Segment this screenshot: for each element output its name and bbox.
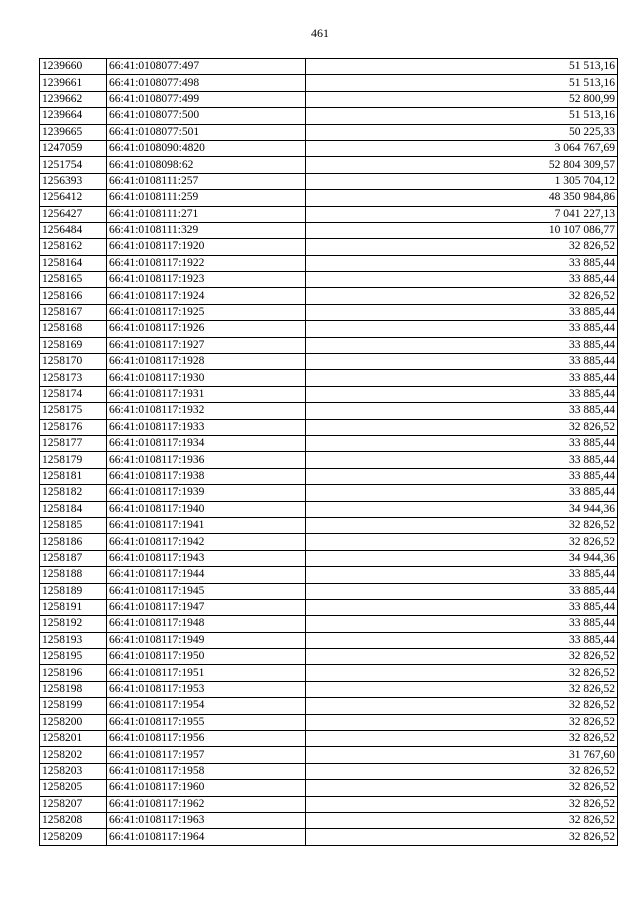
- row-id-cell: 1258193: [40, 632, 107, 648]
- row-id-cell: 1256412: [40, 190, 107, 206]
- cadastral-value-cell: 32 826,52: [306, 714, 618, 730]
- cadastral-value-cell: 33 885,44: [306, 354, 618, 370]
- cadastral-number-cell: 66:41:0108117:1964: [107, 829, 306, 845]
- row-id-cell: 1258181: [40, 468, 107, 484]
- row-id-cell: 1258199: [40, 698, 107, 714]
- table-row: [40, 354, 618, 370]
- cadastral-value-cell: 51 513,16: [306, 108, 618, 124]
- table-row: [40, 731, 618, 747]
- row-id-cell: 1258164: [40, 255, 107, 271]
- cadastral-value-cell: 48 350 984,86: [306, 190, 618, 206]
- cadastral-value-cell: 31 767,60: [306, 747, 618, 763]
- cadastral-number-cell: 66:41:0108077:498: [107, 75, 306, 91]
- cadastral-number-cell: 66:41:0108117:1943: [107, 550, 306, 566]
- table-row: [40, 681, 618, 697]
- cadastral-number-cell: 66:41:0108117:1954: [107, 698, 306, 714]
- row-id-cell: 1239665: [40, 124, 107, 140]
- cadastral-value-cell: 32 826,52: [306, 731, 618, 747]
- cadastral-number-cell: 66:41:0108117:1932: [107, 403, 306, 419]
- table-row: [40, 698, 618, 714]
- table-row: [40, 649, 618, 665]
- cadastral-number-cell: 66:41:0108117:1924: [107, 288, 306, 304]
- cadastral-value-cell: 33 885,44: [306, 567, 618, 583]
- table-row: [40, 812, 618, 828]
- table-row: [40, 288, 618, 304]
- table-row: [40, 435, 618, 451]
- row-id-cell: 1239661: [40, 75, 107, 91]
- table-row: [40, 567, 618, 583]
- row-id-cell: 1258165: [40, 272, 107, 288]
- registry-table: [39, 58, 618, 846]
- row-id-cell: 1258201: [40, 731, 107, 747]
- row-id-cell: 1239660: [40, 59, 107, 75]
- table-row: [40, 108, 618, 124]
- table-row: [40, 616, 618, 632]
- row-id-cell: 1251754: [40, 157, 107, 173]
- cadastral-number-cell: 66:41:0108117:1933: [107, 419, 306, 435]
- table-row: [40, 550, 618, 566]
- row-id-cell: 1258203: [40, 763, 107, 779]
- cadastral-value-cell: 32 826,52: [306, 517, 618, 533]
- cadastral-number-cell: 66:41:0108117:1928: [107, 354, 306, 370]
- cadastral-number-cell: 66:41:0108077:501: [107, 124, 306, 140]
- cadastral-number-cell: 66:41:0108117:1934: [107, 435, 306, 451]
- table-row: [40, 419, 618, 435]
- row-id-cell: 1258195: [40, 649, 107, 665]
- row-id-cell: 1258205: [40, 780, 107, 796]
- cadastral-number-cell: 66:41:0108077:500: [107, 108, 306, 124]
- cadastral-number-cell: 66:41:0108117:1957: [107, 747, 306, 763]
- cadastral-number-cell: 66:41:0108117:1938: [107, 468, 306, 484]
- table-row: [40, 190, 618, 206]
- row-id-cell: 1258187: [40, 550, 107, 566]
- cadastral-value-cell: 33 885,44: [306, 255, 618, 271]
- cadastral-value-cell: 33 885,44: [306, 435, 618, 451]
- table-row: [40, 665, 618, 681]
- cadastral-number-cell: 66:41:0108077:499: [107, 91, 306, 107]
- row-id-cell: 1258174: [40, 386, 107, 402]
- cadastral-value-cell: 34 944,36: [306, 501, 618, 517]
- table-row: [40, 222, 618, 238]
- cadastral-number-cell: 66:41:0108117:1945: [107, 583, 306, 599]
- table-row: [40, 75, 618, 91]
- cadastral-number-cell: 66:41:0108077:497: [107, 59, 306, 75]
- cadastral-value-cell: 33 885,44: [306, 599, 618, 615]
- cadastral-value-cell: 32 826,52: [306, 780, 618, 796]
- cadastral-value-cell: 33 885,44: [306, 337, 618, 353]
- row-id-cell: 1258202: [40, 747, 107, 763]
- row-id-cell: 1239662: [40, 91, 107, 107]
- cadastral-value-cell: 32 826,52: [306, 829, 618, 845]
- table-row: [40, 632, 618, 648]
- cadastral-number-cell: 66:41:0108117:1940: [107, 501, 306, 517]
- row-id-cell: 1258166: [40, 288, 107, 304]
- cadastral-number-cell: 66:41:0108111:329: [107, 222, 306, 238]
- cadastral-value-cell: 51 513,16: [306, 75, 618, 91]
- cadastral-number-cell: 66:41:0108117:1963: [107, 812, 306, 828]
- table-row: [40, 829, 618, 845]
- table-row: [40, 583, 618, 599]
- cadastral-value-cell: 32 826,52: [306, 534, 618, 550]
- cadastral-number-cell: 66:41:0108117:1958: [107, 763, 306, 779]
- cadastral-value-cell: 32 826,52: [306, 796, 618, 812]
- cadastral-value-cell: 33 885,44: [306, 616, 618, 632]
- table-row: [40, 337, 618, 353]
- cadastral-value-cell: 1 305 704,12: [306, 173, 618, 189]
- row-id-cell: 1258167: [40, 304, 107, 320]
- row-id-cell: 1258179: [40, 452, 107, 468]
- cadastral-number-cell: 66:41:0108117:1923: [107, 272, 306, 288]
- table-row: [40, 157, 618, 173]
- table-row: [40, 321, 618, 337]
- table-row: [40, 452, 618, 468]
- table-row: [40, 796, 618, 812]
- cadastral-value-cell: 52 804 309,57: [306, 157, 618, 173]
- table-row: [40, 501, 618, 517]
- cadastral-number-cell: 66:41:0108117:1949: [107, 632, 306, 648]
- cadastral-number-cell: 66:41:0108111:271: [107, 206, 306, 222]
- cadastral-number-cell: 66:41:0108111:259: [107, 190, 306, 206]
- cadastral-value-cell: 33 885,44: [306, 386, 618, 402]
- cadastral-number-cell: 66:41:0108117:1925: [107, 304, 306, 320]
- cadastral-number-cell: 66:41:0108117:1942: [107, 534, 306, 550]
- row-id-cell: 1258185: [40, 517, 107, 533]
- table-row: [40, 255, 618, 271]
- cadastral-number-cell: 66:41:0108111:257: [107, 173, 306, 189]
- cadastral-value-cell: 32 826,52: [306, 665, 618, 681]
- table-row: [40, 517, 618, 533]
- cadastral-value-cell: 33 885,44: [306, 370, 618, 386]
- cadastral-value-cell: 33 885,44: [306, 485, 618, 501]
- cadastral-number-cell: 66:41:0108117:1922: [107, 255, 306, 271]
- cadastral-value-cell: 33 885,44: [306, 452, 618, 468]
- row-id-cell: 1258207: [40, 796, 107, 812]
- cadastral-value-cell: 3 064 767,69: [306, 140, 618, 156]
- cadastral-value-cell: 33 885,44: [306, 632, 618, 648]
- cadastral-number-cell: 66:41:0108117:1962: [107, 796, 306, 812]
- row-id-cell: 1258173: [40, 370, 107, 386]
- row-id-cell: 1256393: [40, 173, 107, 189]
- cadastral-value-cell: 33 885,44: [306, 304, 618, 320]
- table-row: [40, 91, 618, 107]
- cadastral-value-cell: 34 944,36: [306, 550, 618, 566]
- row-id-cell: 1258182: [40, 485, 107, 501]
- cadastral-value-cell: 32 826,52: [306, 288, 618, 304]
- table-row: [40, 468, 618, 484]
- cadastral-value-cell: 32 826,52: [306, 419, 618, 435]
- cadastral-value-cell: 32 826,52: [306, 649, 618, 665]
- cadastral-value-cell: 32 826,52: [306, 812, 618, 828]
- row-id-cell: 1258191: [40, 599, 107, 615]
- table-row: [40, 714, 618, 730]
- table-row: [40, 59, 618, 75]
- row-id-cell: 1258170: [40, 354, 107, 370]
- cadastral-value-cell: 32 826,52: [306, 239, 618, 255]
- row-id-cell: 1258198: [40, 681, 107, 697]
- row-id-cell: 1258188: [40, 567, 107, 583]
- registry-table-body: [40, 59, 618, 846]
- row-id-cell: 1258177: [40, 435, 107, 451]
- cadastral-number-cell: 66:41:0108117:1920: [107, 239, 306, 255]
- cadastral-value-cell: 33 885,44: [306, 468, 618, 484]
- row-id-cell: 1258169: [40, 337, 107, 353]
- table-row: [40, 747, 618, 763]
- table-row: [40, 370, 618, 386]
- table-row: [40, 599, 618, 615]
- cadastral-number-cell: 66:41:0108117:1927: [107, 337, 306, 353]
- row-id-cell: 1258208: [40, 812, 107, 828]
- cadastral-value-cell: 52 800,99: [306, 91, 618, 107]
- cadastral-value-cell: 33 885,44: [306, 583, 618, 599]
- table-row: [40, 403, 618, 419]
- row-id-cell: 1258162: [40, 239, 107, 255]
- row-id-cell: 1258196: [40, 665, 107, 681]
- table-row: [40, 485, 618, 501]
- row-id-cell: 1258168: [40, 321, 107, 337]
- cadastral-number-cell: 66:41:0108117:1939: [107, 485, 306, 501]
- cadastral-value-cell: 33 885,44: [306, 403, 618, 419]
- table-row: [40, 272, 618, 288]
- cadastral-value-cell: 32 826,52: [306, 698, 618, 714]
- cadastral-number-cell: 66:41:0108117:1955: [107, 714, 306, 730]
- page-number: 461: [311, 26, 329, 40]
- cadastral-number-cell: 66:41:0108117:1948: [107, 616, 306, 632]
- cadastral-value-cell: 50 225,33: [306, 124, 618, 140]
- cadastral-number-cell: 66:41:0108117:1960: [107, 780, 306, 796]
- cadastral-number-cell: 66:41:0108117:1950: [107, 649, 306, 665]
- cadastral-value-cell: 51 513,16: [306, 59, 618, 75]
- table-row: [40, 304, 618, 320]
- row-id-cell: 1256427: [40, 206, 107, 222]
- row-id-cell: 1258209: [40, 829, 107, 845]
- table-row: [40, 386, 618, 402]
- cadastral-value-cell: 33 885,44: [306, 272, 618, 288]
- row-id-cell: 1258175: [40, 403, 107, 419]
- table-row: [40, 239, 618, 255]
- table-row: [40, 173, 618, 189]
- cadastral-value-cell: 33 885,44: [306, 321, 618, 337]
- row-id-cell: 1258200: [40, 714, 107, 730]
- table-row: [40, 206, 618, 222]
- cadastral-number-cell: 66:41:0108117:1951: [107, 665, 306, 681]
- table-row: [40, 124, 618, 140]
- row-id-cell: 1239664: [40, 108, 107, 124]
- table-row: [40, 780, 618, 796]
- cadastral-number-cell: 66:41:0108090:4820: [107, 140, 306, 156]
- cadastral-number-cell: 66:41:0108117:1956: [107, 731, 306, 747]
- row-id-cell: 1258192: [40, 616, 107, 632]
- table-row: [40, 763, 618, 779]
- row-id-cell: 1256484: [40, 222, 107, 238]
- cadastral-number-cell: 66:41:0108117:1930: [107, 370, 306, 386]
- cadastral-number-cell: 66:41:0108117:1944: [107, 567, 306, 583]
- cadastral-value-cell: 32 826,52: [306, 681, 618, 697]
- cadastral-number-cell: 66:41:0108098:62: [107, 157, 306, 173]
- row-id-cell: 1258189: [40, 583, 107, 599]
- row-id-cell: 1247059: [40, 140, 107, 156]
- cadastral-number-cell: 66:41:0108117:1926: [107, 321, 306, 337]
- cadastral-value-cell: 7 041 227,13: [306, 206, 618, 222]
- cadastral-value-cell: 32 826,52: [306, 763, 618, 779]
- row-id-cell: 1258184: [40, 501, 107, 517]
- cadastral-number-cell: 66:41:0108117:1947: [107, 599, 306, 615]
- cadastral-value-cell: 10 107 086,77: [306, 222, 618, 238]
- row-id-cell: 1258176: [40, 419, 107, 435]
- cadastral-number-cell: 66:41:0108117:1941: [107, 517, 306, 533]
- cadastral-number-cell: 66:41:0108117:1953: [107, 681, 306, 697]
- table-row: [40, 140, 618, 156]
- cadastral-number-cell: 66:41:0108117:1936: [107, 452, 306, 468]
- cadastral-number-cell: 66:41:0108117:1931: [107, 386, 306, 402]
- table-row: [40, 534, 618, 550]
- row-id-cell: 1258186: [40, 534, 107, 550]
